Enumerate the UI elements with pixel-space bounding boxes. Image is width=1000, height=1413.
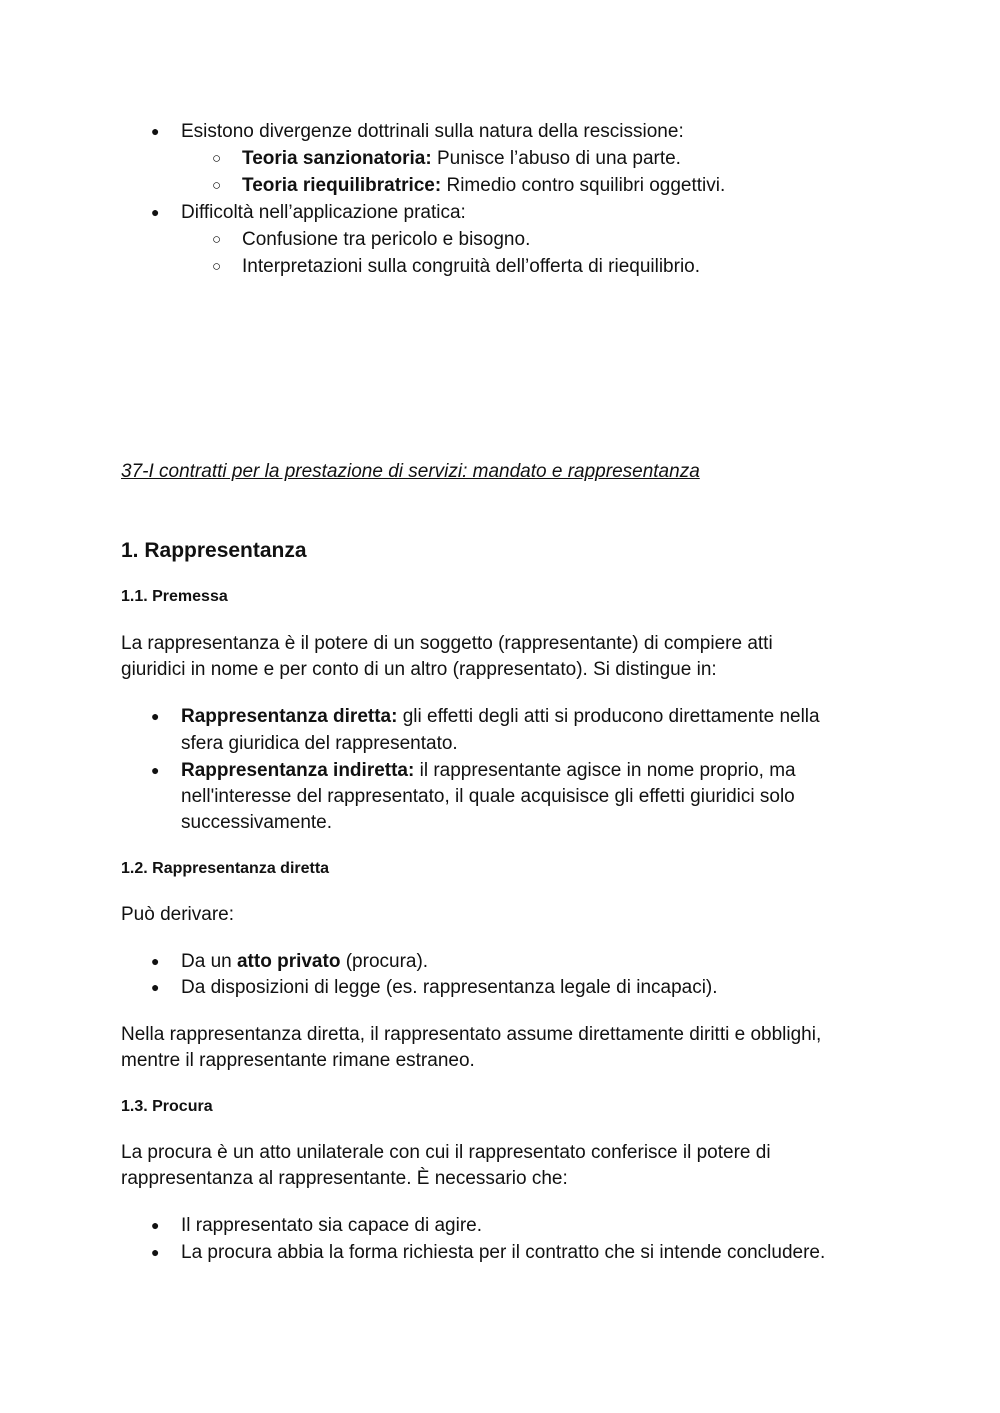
subsection-heading: 1.1. Premessa	[121, 588, 228, 605]
paragraph-line: La rappresentanza è il potere di un soggetto (rappresentante) di compiere atti	[121, 633, 773, 654]
bullet-icon: ●	[151, 204, 160, 220]
sub-list-item: Teoria sanzionatoria: Punisce l’abuso di una parte.	[242, 148, 681, 169]
bullet-icon: ●	[151, 1244, 160, 1260]
list-item: Da un atto privato (procura).	[181, 951, 429, 972]
paragraph-line: mentre il rappresentante rimane estraneo.	[121, 1050, 475, 1071]
bullet-icon: ●	[151, 979, 160, 995]
circle-bullet-icon: ○	[212, 231, 222, 248]
bullet-icon: ●	[151, 123, 160, 139]
paragraph-line: rappresentanza al rappresentante. È necessario che:	[121, 1168, 568, 1189]
paragraph-line: giuridici in nome e per conto di un altro (rappresentato). Si distingue in:	[121, 659, 717, 680]
bullet-icon: ●	[151, 1217, 160, 1233]
list-item: La procura abbia la forma richiesta per il contratto che si intende concludere.	[181, 1242, 826, 1263]
paragraph-line: Nella rappresentanza diretta, il rappresentato assume direttamente diritti e obblighi,	[121, 1024, 822, 1045]
bullet-icon: ●	[151, 708, 160, 724]
paragraph-line: Può derivare:	[121, 904, 235, 925]
list-item: Esistono divergenze dottrinali sulla natura della rescissione:	[181, 121, 684, 142]
list-item: Difficoltà nell’applicazione pratica:	[181, 202, 466, 223]
sub-list-item: Interpretazioni sulla congruità dell’offerta di riequilibrio.	[242, 256, 701, 277]
list-item: Da disposizioni di legge (es. rappresentanza legale di incapaci).	[181, 977, 718, 998]
subsection-heading: 1.3. Procura	[121, 1098, 213, 1115]
section-heading: 1. Rappresentanza	[121, 539, 307, 562]
list-item-continuation: nell'interesse del rappresentato, il quale acquisisce gli effetti giuridici solo	[181, 786, 795, 807]
list-item: Rappresentanza indiretta: il rappresentante agisce in nome proprio, ma	[181, 760, 796, 781]
list-item-continuation: successivamente.	[181, 812, 333, 833]
bullet-icon: ●	[151, 762, 160, 778]
sub-list-item: Confusione tra pericolo e bisogno.	[242, 229, 531, 250]
circle-bullet-icon: ○	[212, 258, 222, 275]
circle-bullet-icon: ○	[212, 150, 222, 167]
list-item-continuation: sfera giuridica del rappresentato.	[181, 733, 458, 754]
chapter-title: 37-I contratti per la prestazione di servizi: mandato e rappresentanza	[121, 461, 700, 482]
paragraph-line: La procura è un atto unilaterale con cui il rappresentato conferisce il potere di	[121, 1142, 771, 1163]
list-item: Rappresentanza diretta: gli effetti degli atti si producono direttamente nella	[181, 706, 820, 727]
sub-list-item: Teoria riequilibratrice: Rimedio contro squilibri oggettivi.	[242, 175, 726, 196]
list-item: Il rappresentato sia capace di agire.	[181, 1215, 483, 1236]
bullet-icon: ●	[151, 953, 160, 969]
subsection-heading: 1.2. Rappresentanza diretta	[121, 860, 330, 877]
circle-bullet-icon: ○	[212, 177, 222, 194]
